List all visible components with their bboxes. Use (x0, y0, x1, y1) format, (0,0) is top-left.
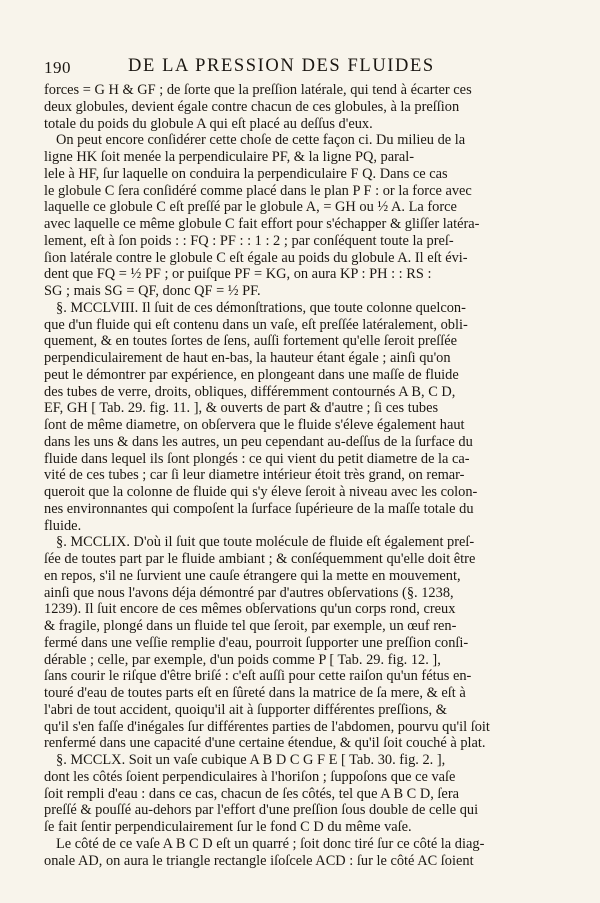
text-line: dent que FQ = ½ PF ; or puiſque PF = KG, on aura KP : PH : : RS : (44, 266, 432, 283)
text-line: Le côté de ce vaſe A B C D eſt un quarré ; ſoit donc tiré ſur ce côté la diag- (56, 835, 485, 852)
text-line: preſſé & pouſſé au-dehors par l'effort d'une preſſion ſous double de celle qui (44, 802, 479, 819)
text-line: le globule C ſera conſidéré comme placé dans le plan P F : or la force avec (44, 182, 472, 199)
text-line: laquelle ce globule C eſt preſſé par le globule A, = GH ou ½ A. La force (44, 199, 457, 216)
text-line: lement, eſt à ſon poids : : FQ : PF : : 1 : 2 ; par conſéquent toute la preſ- (44, 232, 454, 249)
text-line: SG ; mais SG = QF, donc QF = ½ PF. (44, 283, 261, 299)
text-line: que d'un fluide qui eſt contenu dans un vaſe, eſt preſſée latéralement, obli- (44, 316, 468, 333)
text-line: ſont de même diametre, on obſervera que le fluide s'éleve également haut (44, 417, 465, 433)
text-line: ligne HK ſoit menée la perpendiculaire PF, & la ligne PQ, paral- (44, 149, 415, 165)
text-line: dont les côtés ſoient perpendiculaires à l'horiſon ; ſuppoſons que ce vaſe (44, 768, 456, 785)
text-line: peut le démontrer par expérience, en plongeant dans une maſſe de fluide (44, 366, 459, 383)
text-line: onale AD, on aura le triangle rectangle iſoſcele ACD : ſur le côté AC ſoient (44, 852, 474, 869)
page-header (44, 58, 560, 84)
text-line: & fragile, plongé dans un fluide tel que ſeroit, par exemple, un œuf ren- (44, 618, 457, 634)
text-line: renfermé dans une capacité d'une certaine étendue, & qu'il ſoit couché à plat. (44, 735, 486, 752)
text-line: fluide dans lequel ils ſont plongés : ce qui vient du petit diametre de la ca- (44, 450, 470, 467)
text-line: dans les uns & dans les autres, un peu cependant au-deſſus de la ſurface du (44, 433, 473, 450)
text-line: ſoit rempli d'eau : dans ce cas, chacun de ſes côtés, tel que A B C D, ſera (44, 785, 459, 802)
text-line: l'abri de tout accident, quoiqu'il ait à ſupporter différentes preſſions, & (44, 701, 447, 718)
text-line: EF, GH [ Tab. 29. fig. 11. ], & ouverts de part & d'autre ; ſi ces tubes (44, 400, 439, 417)
text-line: avec laquelle ce même globule C fait effort pour s'échapper & gliſſer latéra- (44, 216, 480, 232)
text-line: ſans courir le riſque d'être briſé : c'eſt auſſi pour cette raiſon qu'un fétus en- (44, 668, 472, 685)
text-line: On peut encore conſidérer cette choſe de cette façon ci. Du milieu de la (56, 132, 466, 149)
text-line: perpendiculairement de haut en-bas, la hauteur étant égale ; ainſi qu'on (44, 350, 451, 366)
text-line: forces = G H & GF ; de ſorte que la preſſion latérale, qui tend à écarter ces (44, 82, 472, 98)
text-line: dérable ; celle, par exemple, d'un poids comme P [ Tab. 29. fig. 12. ], (44, 651, 441, 668)
text-line: 1239). Il ſuit encore de ces mêmes obſervations qu'un corps rond, creux (44, 601, 456, 618)
body-text (44, 82, 566, 869)
text-line: §. MCCLX. Soit un vaſe cubique A B D C G F E [ Tab. 30. fig. 2. ], (56, 752, 446, 768)
text-line: §. MCCLVIII. Il ſuit de ces démonſtrations, que toute colonne quelcon- (56, 299, 466, 316)
text-line: nes environnantes qui compoſent la ſurface ſupérieure de la maſſe totale du (44, 500, 474, 517)
text-line: ſion latérale contre le globule C eſt égale au poids du globule A. Il eſt évi- (44, 249, 468, 266)
text-line: ſée de toutes part par le fluide ambiant ; & conſéquemment qu'elle doit être (44, 551, 476, 567)
text-line: §. MCCLIX. D'où il ſuit que toute molécule de fluide eſt également preſ- (56, 534, 475, 551)
text-line: fermé dans une veſſie remplie d'eau, pourroit ſupporter une preſſion conſi- (44, 634, 469, 651)
running-title: DE LA PRESSION DES FLUIDES (128, 56, 435, 76)
text-line: touré d'eau de toutes parts eſt en ſûreté dans la matrice de ſa mere, & eſt à (44, 685, 466, 701)
text-line: quement, & en toutes ſortes de ſens, auſſi fortement qu'elle ſeroit preſſée (44, 333, 457, 350)
text-line: des tubes de verre, droits, obliques, différemment contournés A B, C D, (44, 383, 456, 400)
text-line: queroit que la colonne de fluide qui s'y éleve ſeroit à niveau avec les colon- (44, 484, 478, 500)
text-line: fluide. (44, 517, 82, 534)
text-line: totale du poids du globule A qui eſt placé au deſſus d'eux. (44, 115, 373, 132)
page-number: 190 (44, 58, 71, 77)
text-line: vité de ces tubes ; car ſi leur diametre intérieur étoit très grand, on remar- (44, 467, 465, 484)
text-line: ſe fait ſentir perpendiculairement ſur le fond C D du même vaſe. (44, 819, 412, 835)
text-line: deux globules, devient égale contre chacun de ces globules, à la preſſion (44, 98, 460, 115)
text-line: ainſi que nous l'avons déja démontré par d'autres obſervations (§. 1238, (44, 584, 454, 601)
text-line: en repos, s'il ne ſurvient une cauſe étrangere qui la mette en mouvement, (44, 567, 461, 584)
text-line: qu'il s'en faſſe d'inégales ſur différentes parties de l'abdomen, pourvu qu'il ſoit (44, 718, 490, 735)
text-line: lele à HF, ſur laquelle on conduira la perpendiculaire F Q. Dans ce cas (44, 165, 448, 182)
